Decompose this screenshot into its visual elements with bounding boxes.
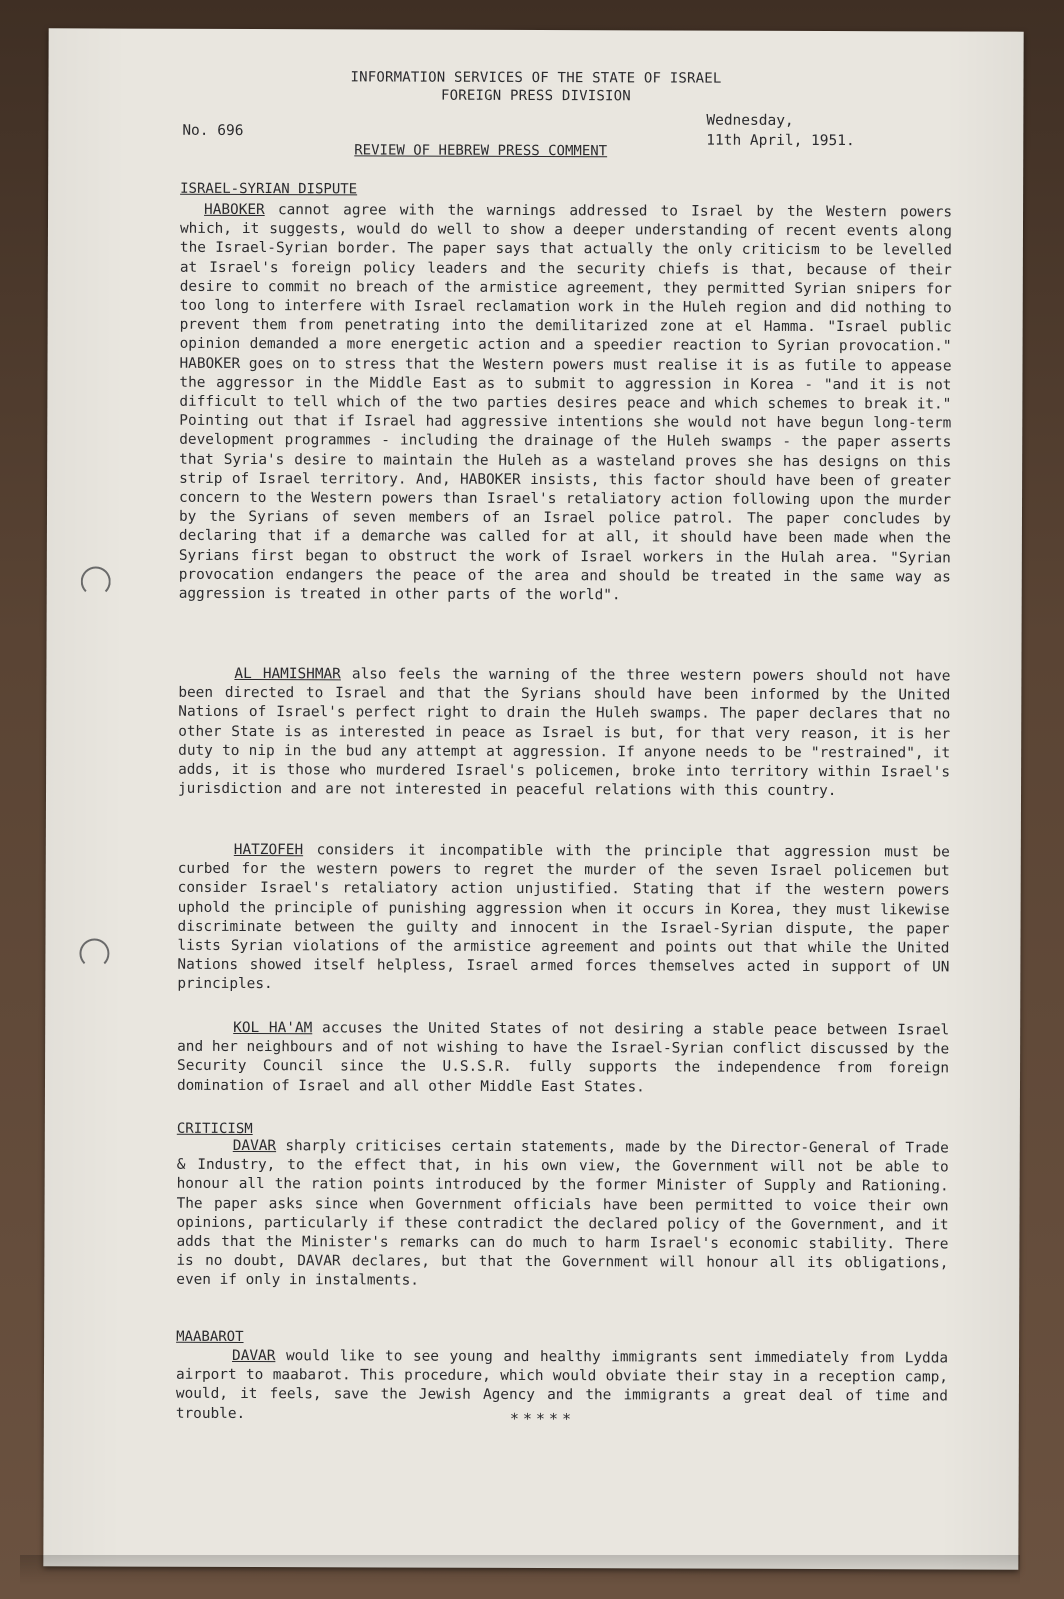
paragraph-kol-haam-text: accuses the United States of not desiring a stable peace between Israel and her neighbours and of not wishing to have the Israel-Syrian conflict discussed by the Security Council since the U.S.S.R. fully supports the independence from foreign domination of Israel and all other Middle East States. (176, 1020, 950, 1095)
press-review-document (43, 28, 1023, 1569)
document-title: REVIEW OF HEBREW PRESS COMMENT (354, 142, 608, 160)
header-line-1: INFORMATION SERVICES OF THE STATE OF ISRAEL (350, 69, 722, 87)
end-mark-asterisks: ***** (509, 1409, 576, 1429)
paragraph-hatzofeh (177, 841, 950, 997)
heading-criticism: CRITICISM (176, 1120, 253, 1138)
heading-israel-syrian-dispute: ISRAEL-SYRIAN DISPUTE (180, 180, 358, 198)
paragraph-haboker-text: cannot agree with the warnings addressed to Israel by the Western powers which, it suggests, would do well to show a deeper understanding of recent events along the Israel-Syrian border. The paper says that actually the only criticism to be levelled at Israel's foreign policy leaders and the security chiefs is that, because of their desire to commit no breach of the armistice agreement, they permitted Syrian snipers for too long to interfere with Israel reclamation work in the Huleh region and did nothing to prevent them from penetrating into the demilitarized zone at el Hamma. "Israel public opinion demanded a more energetic action and a speedier reaction to Syrian provocation." HABOKER goes on to stress that the Western powers must realise it is as futile to appease the aggressor in the Middle East as to submit to aggression in Korea - "and it is not difficult to tell which of the two parties desires peace and which schemes to break it." Pointing out that if Israel had aggressive intentions she would not have begun long-term development programmes - including the drainage of the Huleh swamps - the paper asserts that Syria's desire to maintain the Huleh as a wasteland proves she has designs on this strip of Israel territory. And, HABOKER insists, this factor should have been of greater concern to the Western powers than Israel's retaliatory action following upon the murder by the Syrians of seven members of an Israel police patrol. The paper concludes by declaring that if a demarche was called for at all, it should have been made when the Syrians first began to obstruct the work of Israel workers in the Hulah area. "Syrian provocation endangers the peace of the area and should be treated in the same way as aggression is treated in other parts of the world". (178, 202, 953, 604)
paragraph-maabarot-text: would like to see young and healthy immigrants sent immediately from Lydda airport to maabarot. This procedure, which would obviate their stay in a reception camp, would, it feels, save the Jewish Agency and the immigrants a great deal of time and trouble. (175, 1348, 949, 1422)
paragraph-kol-haam (177, 1019, 949, 1099)
paper-name-davar-maabarot: DAVAR (232, 1347, 276, 1365)
paragraph-haboker (179, 201, 952, 607)
date-weekday: Wednesday, (706, 112, 794, 129)
paper-name-davar-criticism: DAVAR (232, 1137, 277, 1155)
paper-name-kol-haam: KOL HA'AM (233, 1019, 313, 1037)
paragraph-hatzofeh-text: considers it incompatible with the principle that aggression must be curbed for the western powers to regret the murder of the seven Israel policemen but consider Israel's retaliatory action unjustified. Stating that if the western powers uphold the principle of punishing aggression when it occurs in Korea, they must likewise discriminate between the guilty and innocent in the Israel-Syrian dispute, the paper lists Syrian violations of the armistice agreement and points out that while the United Nations showed itself helpless, Israel armed forces themselves acted in support of UN principles. (177, 842, 950, 993)
paragraph-criticism (176, 1137, 949, 1293)
punch-hole-lower (79, 938, 109, 968)
paper-name-al-hamishmar: AL HAMISHMAR (234, 665, 341, 683)
paragraph-al-hamishmar-text: also feels the warning of the three western powers should not have been directed to Israel and that the Syrians should have been informed by the United Nations of Israel's perfect right to drain the Huleh swamps. The paper declares that no other State is as interested in peace as Israel is but, for that very reason, it is her duty to nip in the bud any attempt at aggression. If anyone needs to be "restrained", it adds, it is those who murdered Israel's policemen, broke into territory within Israel's jurisdiction and are not interested in peaceful relations with this country. (178, 666, 951, 800)
paper-name-haboker: HABOKER (204, 201, 265, 219)
punch-hole-upper (81, 566, 111, 596)
heading-maabarot: MAABAROT (176, 1328, 244, 1345)
document-number: No. 696 (182, 122, 244, 139)
paper-name-hatzofeh: HATZOFEH (233, 841, 304, 859)
paper-shadow (20, 1555, 1020, 1585)
date-full: 11th April, 1951. (706, 132, 855, 150)
paragraph-al-hamishmar (178, 665, 950, 802)
paragraph-criticism-text: sharply criticises certain statements, made by the Director-General of Trade & Industry, to the effect that, in his own view, the Government will not be able to honour all the ration points introduced by the former Minister of Supply and Rationing. The paper asks since when Government officials have been permitted to voice their own opinions, particularly if these contradict the declared policy of the Government, and it adds that the Minister's remarks can do much to harm Israel's economic stability. There is no doubt, DAVAR declares, but that the Government will honour all its obligations, even if only in instalments. (176, 1138, 949, 1290)
date-block (706, 111, 855, 152)
header-line-2: FOREIGN PRESS DIVISION (441, 87, 631, 105)
